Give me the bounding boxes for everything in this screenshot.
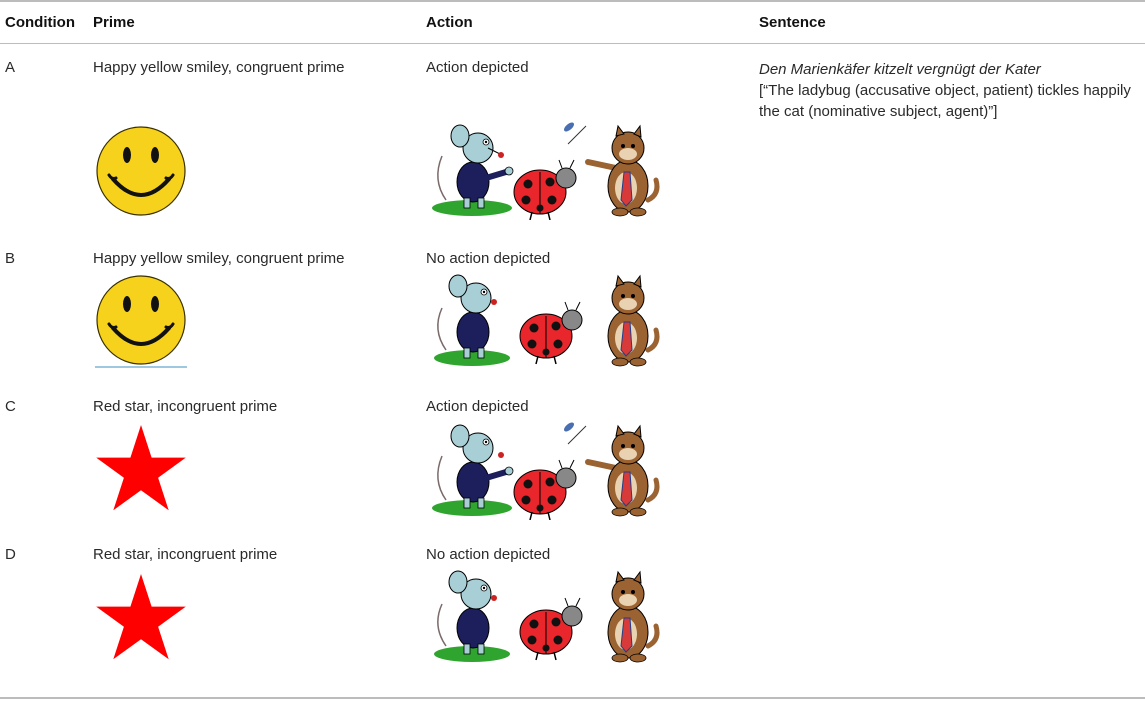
mouse-figure xyxy=(432,425,513,516)
table-bottom-rule xyxy=(0,697,1145,699)
mouse-figure xyxy=(434,571,510,662)
star-icon xyxy=(95,423,187,513)
header-condition: Condition xyxy=(5,14,75,31)
smiley-icon xyxy=(95,125,187,217)
row-c-condition: C xyxy=(5,398,16,415)
row-b-action: No action depicted xyxy=(426,250,551,267)
row-d-prime: Red star, incongruent prime xyxy=(93,546,278,563)
ladybug-figure xyxy=(514,460,576,520)
ladybug-figure xyxy=(514,160,576,220)
ladybug-figure xyxy=(520,598,582,660)
action-scene xyxy=(428,420,668,520)
no-action-scene xyxy=(428,570,668,666)
mouse-figure xyxy=(432,125,513,216)
no-action-scene xyxy=(428,274,668,370)
smiley-icon xyxy=(95,274,187,370)
sentence-cell xyxy=(759,59,1131,122)
row-c-action: Action depicted xyxy=(426,398,529,415)
row-d-action: No action depicted xyxy=(426,546,551,563)
sentence-translation-1: [“The ladybug (accusative object, patient) tickles happily xyxy=(759,82,1131,99)
row-a-condition: A xyxy=(5,59,16,76)
mouse-figure xyxy=(434,275,510,366)
cat-figure xyxy=(608,572,657,662)
header-bottom-rule xyxy=(0,43,1145,44)
table-top-rule xyxy=(0,0,1145,2)
sentence-german: Den Marienkäfer kitzelt vergnügt der Kater xyxy=(759,61,1041,78)
action-scene xyxy=(428,120,668,220)
row-a-prime: Happy yellow smiley, congruent prime xyxy=(93,59,345,76)
row-b-condition: B xyxy=(5,250,16,267)
row-c-prime: Red star, incongruent prime xyxy=(93,398,278,415)
sentence-translation-2: the cat (nominative subject, agent)”] xyxy=(759,103,998,120)
ladybug-figure xyxy=(520,302,582,364)
star-icon xyxy=(95,572,187,662)
cat-figure xyxy=(562,121,657,216)
header-sentence: Sentence xyxy=(759,14,826,31)
header-prime: Prime xyxy=(93,14,135,31)
cat-figure xyxy=(562,421,657,516)
row-b-prime: Happy yellow smiley, congruent prime xyxy=(93,250,345,267)
row-d-condition: D xyxy=(5,546,16,563)
header-action: Action xyxy=(426,14,473,31)
cat-figure xyxy=(608,276,657,366)
row-a-action: Action depicted xyxy=(426,59,529,76)
